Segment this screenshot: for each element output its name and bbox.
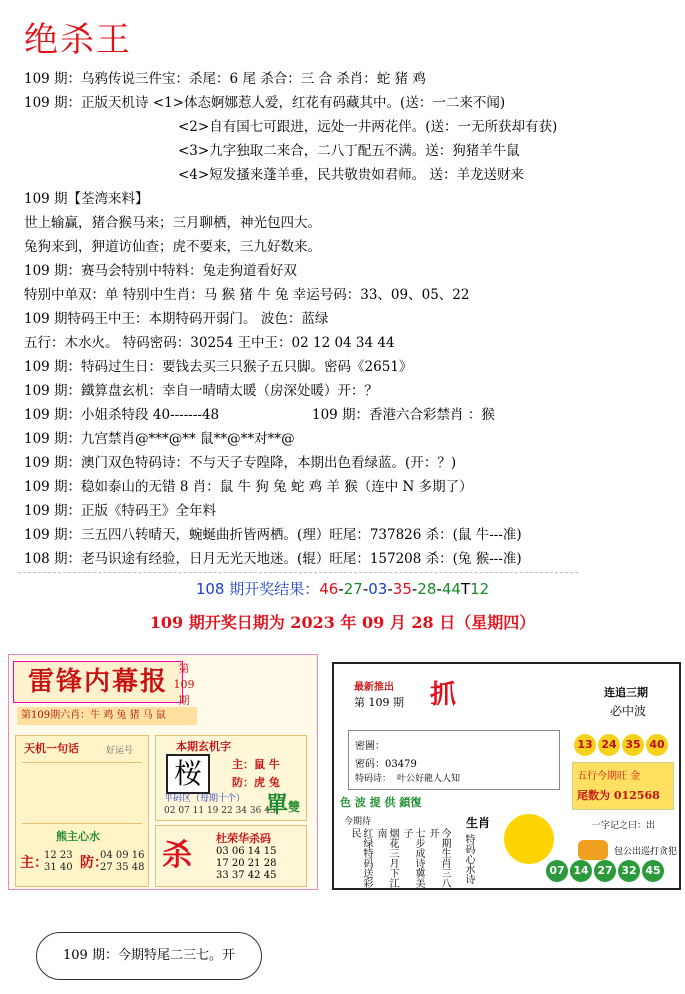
text-line: 五行：木水火。 特码密码：30254 王中王：02 12 04 34 44 <box>24 335 395 351</box>
cloud-callout: 109 期：今期特尾二三七。开 <box>36 932 262 980</box>
box-foot: 熊主心水 <box>56 830 100 843</box>
temashi-label: 特码诗： <box>355 774 392 784</box>
leifeng-panel <box>8 654 318 890</box>
text-line: 109 期：正版天机诗 <1>体态婀娜惹人爱，红花有码藏其中。(送：一二来不闻) <box>24 95 506 111</box>
result-label: 108 期开奖结果： <box>195 580 320 598</box>
text-line: 特别中单双：单 特别中生肖：马 猴 猪 牛 兔 幸运号码：33、09、05、22 <box>24 287 470 303</box>
jinqi-label: 今期待 <box>344 817 372 827</box>
xuanji-fang: 防：虎 兔 <box>232 776 280 789</box>
draw-date: 109 期开奖日期为 2023 年 09 月 28 日（星期四） <box>149 613 536 632</box>
top-ball: 24 <box>598 734 620 756</box>
text-line: <2>自有国七可跟进，远处一井两花伴。(送：一无所获却有获) <box>178 119 558 135</box>
result-num: 28 <box>417 580 437 598</box>
sha-char: 杀 <box>162 838 192 873</box>
text-line: 109 期：澳门双色特码诗：不与天子专隍降，本期出色看绿蓝。(开：？) <box>24 455 457 471</box>
text-line: 109 期：赛马会特别中特料：兔走狗道看好双 <box>24 263 298 279</box>
lian-label: 连追三期 <box>604 686 648 699</box>
shengxiao-label: 生肖 <box>466 816 491 830</box>
text-line: 109 期：特码过生日：要钱去买三只猴子五只脚。密码《2651》 <box>24 359 413 375</box>
main-nums: 12 23 31 40 <box>44 850 73 873</box>
xuanji-tag: 本期玄机字 <box>176 740 231 753</box>
bottom-ball: 45 <box>642 860 664 882</box>
text-line: 兔狗来到，狎道访仙查；虎不要来，三九好数来。 <box>24 239 321 255</box>
xuanji-zhu: 主：鼠 牛 <box>232 758 280 771</box>
box-subtitle: 好运号 <box>106 746 134 756</box>
yizi-text: 一字记之曰：出 <box>592 821 656 831</box>
bottom-ball: 14 <box>570 860 592 882</box>
result-special: 12 <box>470 580 490 598</box>
result-num: 44 <box>441 580 461 598</box>
pingte-nums: 02 07 11 19 22 34 36 43 <box>164 806 276 816</box>
sha-row: 17 20 21 28 <box>216 858 277 869</box>
guard-nums: 04 09 16 27 35 48 <box>100 850 145 873</box>
shama-tag: 杜荣华杀码 <box>216 832 271 845</box>
sha-row: 03 06 14 15 <box>216 846 277 857</box>
text-line: <4>短发搔来蓬羊垂，民共敬贵如君师。 送：羊龙送财来 <box>178 167 525 183</box>
temashi-value: 叶公好龍人人知 <box>397 774 461 784</box>
bizhong-label: 必中波 <box>610 704 647 718</box>
bottom-ball: 32 <box>618 860 640 882</box>
history-list <box>22 762 142 824</box>
result-num: 03 <box>368 580 388 598</box>
shama-box <box>155 825 307 887</box>
bo-label: 色 波 提 供 鎖復 <box>340 796 422 809</box>
mima-box <box>348 730 560 790</box>
result-num: 27 <box>343 580 363 598</box>
xuanji-box <box>155 735 307 821</box>
double-char: 雙 <box>288 800 301 814</box>
vert-text: 今期生肖三八开 <box>427 828 450 888</box>
text-line: 109 期：稳如泰山的无错 8 肖：鼠 牛 狗 兔 蛇 鸡 羊 猴（连中 N 多期了） <box>24 479 473 495</box>
xuanji-char: 桜 <box>166 754 210 794</box>
sha-row: 33 37 42 45 <box>216 870 277 881</box>
new-label: 最新推出 <box>354 682 394 693</box>
top-ball: 35 <box>622 734 644 756</box>
vert-text: 红绿特码送彩民 <box>349 828 372 888</box>
fang-label: 防： <box>80 855 108 871</box>
result-num: 35 <box>392 580 412 598</box>
zhua-char: 抓 <box>430 680 457 710</box>
single-char: 單 <box>266 792 289 818</box>
text-line: 109 期：香港六合彩禁肖 ：猴 <box>312 407 495 423</box>
text-line: 109 期：小姐杀特段 40-------48 <box>24 407 220 423</box>
panel-issue: 第 109 期 <box>173 662 195 707</box>
bottom-ball: 07 <box>546 860 568 882</box>
wuxing-box <box>572 762 674 810</box>
text-line: 世上输赢，猪合猴马来；三月聊栖，神光包四大。 <box>24 215 321 231</box>
text-line: 109 期：九宫禁肖@***@** 鼠**@**对**@ <box>24 431 295 447</box>
text-line: 109 期【荃湾来料】 <box>24 191 149 207</box>
text-line: 108 期：老马识途有经验，日月无光天地迷。(辊）旺尾：157208 杀：(兔 猴---准) <box>24 551 522 567</box>
vert-text: 七步成诗冀美子 <box>401 828 424 888</box>
mitu-label: 密圖： <box>355 741 385 752</box>
bottom-ball: 27 <box>594 860 616 882</box>
tianji-box <box>15 735 149 887</box>
divider <box>18 572 578 573</box>
box-title: 天机一句话 <box>24 742 79 755</box>
page-title: 绝杀王 <box>24 20 132 60</box>
teshi-label: 特码心水诗 <box>463 834 474 884</box>
top-ball: 13 <box>574 734 596 756</box>
text-line: 109 期特码王中王：本期特码开弱门。 波色：蓝绿 <box>24 311 329 327</box>
draw-result: 108 期开奖结果：46-27-03-35-28-44T12 <box>195 580 490 598</box>
sun-icon <box>504 814 554 864</box>
text-line: 109 期：乌鸦传说三件宝：杀尾：6 尾 杀合：三 合 杀肖：蛇 猪 鸡 <box>24 71 426 87</box>
tiger-icon <box>578 840 608 860</box>
vert-text: 烟花三月下江南 <box>375 828 398 888</box>
zhu-label: 主： <box>20 855 48 871</box>
panel-title: 雷锋内幕报 <box>13 661 183 703</box>
text-line: 109 期：三五四八转晴天，蜿蜒曲折皆两栖。(理）旺尾：737826 杀：(鼠 牛---准) <box>24 527 522 543</box>
weishu-text: 尾数为 012568 <box>577 789 660 802</box>
text-line: <3>九字独取二来合，二八丁配五不满。送：狗猪羊牛鼠 <box>178 143 520 159</box>
baogong-text: 包公出巡打贪犯 <box>614 847 678 857</box>
result-num: 46 <box>319 580 339 598</box>
six-zodiac: 第109期六肖：牛 鸡 兔 猪 马 鼠 <box>17 707 197 725</box>
top-ball: 40 <box>646 734 668 756</box>
rp-issue: 第 109 期 <box>354 696 404 709</box>
mima-value: 密码：03479 <box>355 759 417 770</box>
pingte-label: 平码区（每期十个） <box>164 794 246 804</box>
wuxing-text: 五行今期旺 金 <box>577 771 641 782</box>
text-line: 109 期：正版《特码王》全年料 <box>24 503 217 519</box>
zhua-panel <box>332 662 681 890</box>
text-line: 109 期：鐵算盘玄机：幸自一晴晴太暖（房深处暖）开：？ <box>24 383 379 399</box>
result-t: T <box>460 580 471 598</box>
